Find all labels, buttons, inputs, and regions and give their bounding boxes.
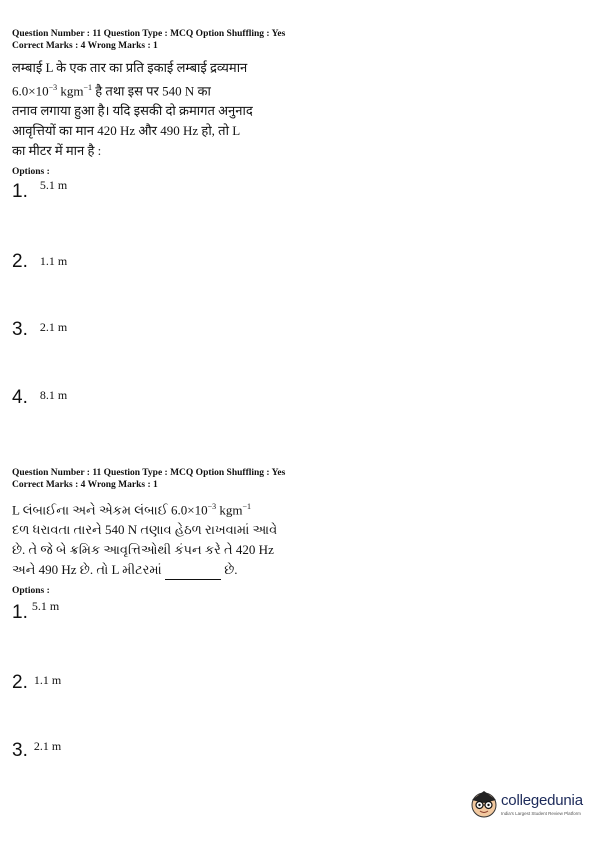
question-line: દળ ધરાવતા તારને 540 N તણાવ હેઠળ રાખવામાં આવે (12, 522, 278, 538)
option-2[interactable] (12, 252, 67, 272)
option-text: 2.1 m (33, 739, 62, 753)
answer-blank (165, 567, 221, 580)
question-meta (12, 28, 572, 52)
logo-tagline: India's Largest Student Review Platform (501, 811, 581, 816)
options-list-hindi (12, 178, 572, 422)
option-text: 5.1 m (39, 178, 68, 192)
option-text: 1.1 m (33, 673, 62, 687)
option-text: 2.1 m (39, 320, 68, 334)
option-3[interactable] (12, 320, 67, 340)
question-line: અને 490 Hz છે. તો L મીટરમાં છે. (12, 560, 312, 580)
option-1[interactable] (12, 178, 68, 202)
question-text (12, 58, 312, 161)
option-number: 2. (12, 672, 28, 693)
question-line: लम्बाई L के एक तार का प्रति इकाई लम्बाई द्रव्यमान (12, 60, 248, 75)
option-text: 8.1 m (39, 388, 68, 402)
option-number: 3. (12, 319, 28, 340)
options-list-gujarati (12, 599, 572, 773)
question-line: છે. તે જે બે ક્રમિક આવૃત્તિઓથી કંપન કરે તે 420 Hz (12, 542, 274, 558)
question-line: L લંબાઈના અને એકમ લંબાઈ $6.0\times 10^{-3}$ kgm$^{-1}$ (12, 502, 252, 518)
question-marks-line: Correct Marks : 4 Wrong Marks : 1 (12, 480, 158, 490)
collegedunia-logo (469, 788, 589, 822)
logo-name: collegedunia (501, 792, 583, 809)
option-number: 1. (12, 602, 28, 623)
option-2[interactable] (12, 673, 61, 693)
option-number: 4. (12, 387, 28, 408)
question-block-gujarati (12, 467, 572, 596)
option-text: 5.1 m (31, 599, 60, 613)
question-text (12, 497, 312, 580)
question-meta (12, 467, 572, 491)
question-marks-line: Correct Marks : 4 Wrong Marks : 1 (12, 41, 158, 51)
question-block-hindi (12, 28, 572, 177)
question-line: $6.0\times 10^{-3}$ kgm$^{-1}$ है तथा इस पर 540 N का (12, 83, 211, 99)
question-meta-line1: Question Number : 11 Question Type : MCQ Option Shuffling : Yes (12, 29, 286, 39)
question-meta-line1: Question Number : 11 Question Type : MCQ Option Shuffling : Yes (12, 468, 286, 478)
option-3[interactable] (12, 741, 61, 761)
option-number: 2. (12, 251, 28, 272)
option-text: 1.1 m (39, 254, 68, 268)
question-line: का मीटर में मान है : (12, 143, 102, 159)
mascot-icon (469, 788, 499, 820)
option-4[interactable] (12, 388, 67, 408)
question-line: तनाव लगाया हुआ है। यदि इसकी दो क्रमागत अनुनाद (12, 103, 253, 119)
options-label: Options : (12, 586, 50, 597)
option-number: 1. (12, 181, 28, 202)
option-number: 3. (12, 740, 28, 761)
options-label: Options : (12, 167, 50, 178)
option-1[interactable] (12, 599, 60, 623)
question-line: आवृत्तियों का मान 420 Hz और 490 Hz हो, तो L (12, 123, 241, 139)
